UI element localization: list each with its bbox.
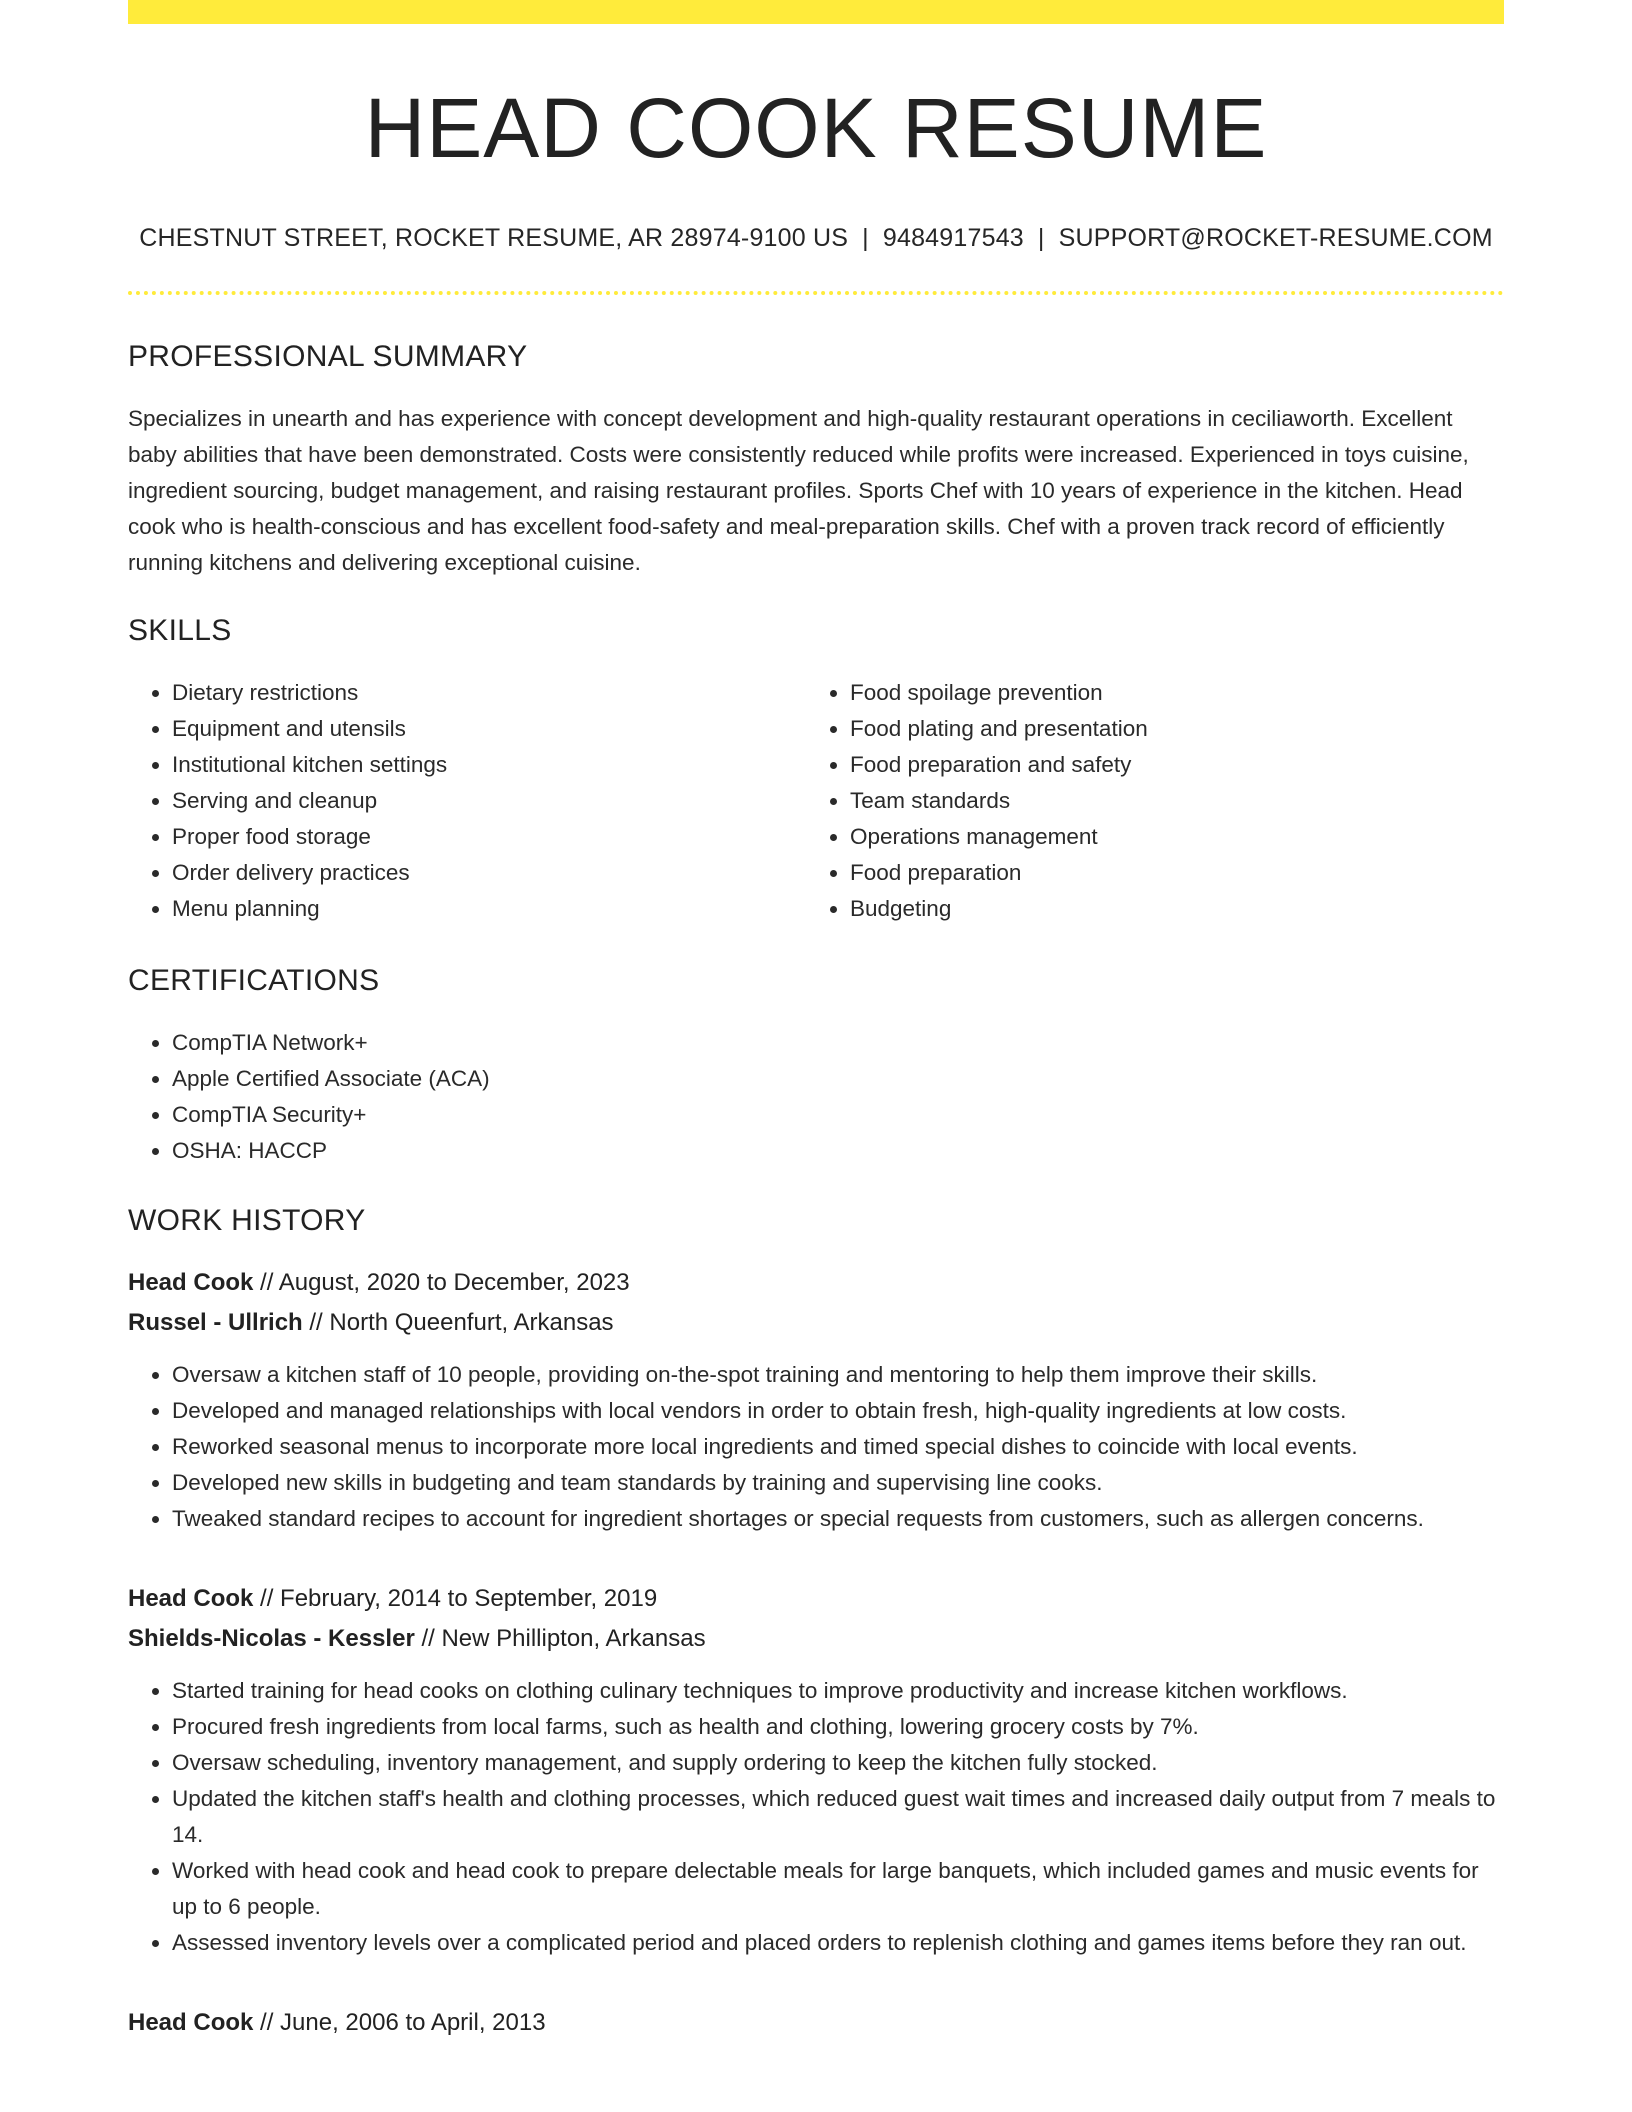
certification-item: • Apple Certified Associate (ACA) (172, 1061, 1504, 1097)
skills-column-right (806, 675, 1484, 927)
contact-address: CHESTNUT STREET, ROCKET RESUME, AR 28974-9100 US (139, 224, 849, 253)
job-dates: // February, 2014 to September, 2019 (253, 1585, 658, 1613)
skill-item: • Food preparation (850, 855, 1484, 891)
contact-email: SUPPORT@ROCKET-RESUME.COM (1058, 224, 1493, 253)
skill-item: • Food spoilage prevention (850, 675, 1484, 711)
job-dates: // August, 2020 to December, 2023 (253, 1269, 630, 1297)
summary-text: Specializes in unearth and has experience with concept development and high-quality restaurant operations in ceciliaworth. Excellent baby abilities that have been demonstrated. Costs were consistently reduced while profits were increased. Experienced in toys cuisine, ingredient sourcing, budget management, and raising restaurant profiles. Sports Chef with 10 years of experience in the kitchen. Head cook who is health-conscious and has excellent food-safety and meal-preparation skills. Chef with a proven track record of efficiently running kitchens and delivering exceptional cuisine. (128, 406, 1469, 576)
job-entry (128, 1263, 1504, 1537)
certification-item: • CompTIA Security+ (172, 1097, 1504, 1133)
skill-item: • Budgeting (850, 891, 1484, 927)
work-history-heading: WORK HISTORY (128, 1204, 366, 1238)
job-title: Head Cook (128, 1269, 254, 1297)
contact-line (128, 224, 1504, 253)
resume-page (128, 0, 1504, 2043)
job-location: // New Phillipton, Arkansas (414, 1625, 706, 1653)
summary-heading: PROFESSIONAL SUMMARY (128, 340, 528, 374)
skill-item: • Serving and cleanup (172, 783, 806, 819)
skill-item: • Proper food storage (172, 819, 806, 855)
job-title-line (128, 2003, 1504, 2043)
skill-item: • Team standards (850, 783, 1484, 819)
skill-item: • Food preparation and safety (850, 747, 1484, 783)
job-title: Head Cook (128, 1585, 254, 1613)
job-bullet: • Updated the kitchen staff's health and clothing processes, which reduced guest wait times and increased daily output from 7 meals to 14. (172, 1781, 1504, 1853)
skills-list (128, 675, 1504, 927)
certifications-heading: CERTIFICATIONS (128, 964, 380, 998)
job-company: Russel - Ullrich (128, 1309, 303, 1337)
job-bullet: • Developed and managed relationships with local vendors in order to obtain fresh, high-quality ingredients at low costs. (172, 1393, 1504, 1429)
accent-bar (128, 0, 1504, 24)
job-bullet: • Reworked seasonal menus to incorporate more local ingredients and timed special dishes to coincide with local events. (172, 1429, 1504, 1465)
job-company-line (128, 1303, 1504, 1343)
job-bullets (128, 1673, 1504, 1961)
job-bullet: • Tweaked standard recipes to account for ingredient shortages or special requests from customers, such as allergen concerns. (172, 1501, 1504, 1537)
skill-item: • Operations management (850, 819, 1484, 855)
job-bullet: • Assessed inventory levels over a complicated period and placed orders to replenish clothing and games items before they ran out. (172, 1925, 1504, 1961)
job-bullet: • Procured fresh ingredients from local farms, such as health and clothing, lowering grocery costs by 7%. (172, 1709, 1504, 1745)
job-entry (128, 1579, 1504, 1961)
certifications-list (128, 1025, 1504, 1169)
job-bullet: • Oversaw a kitchen staff of 10 people, providing on-the-spot training and mentoring to help them improve their skills. (172, 1357, 1504, 1393)
contact-phone: 9484917543 (882, 224, 1024, 253)
contact-separator: | (862, 224, 869, 253)
job-bullets (128, 1357, 1504, 1537)
resume-title: HEAD COOK RESUME (364, 81, 1268, 175)
job-title-line (128, 1263, 1504, 1303)
job-bullet: • Developed new skills in budgeting and team standards by training and supervising line cooks. (172, 1465, 1504, 1501)
skill-item: • Institutional kitchen settings (172, 747, 806, 783)
skill-item: • Equipment and utensils (172, 711, 806, 747)
skill-item: • Order delivery practices (172, 855, 806, 891)
skill-item: • Food plating and presentation (850, 711, 1484, 747)
certification-item: • CompTIA Network+ (172, 1025, 1504, 1061)
job-company-line (128, 1619, 1504, 1659)
certification-item: • OSHA: HACCP (172, 1133, 1504, 1169)
skills-heading: SKILLS (128, 614, 232, 648)
job-bullet: • Worked with head cook and head cook to prepare delectable meals for large banquets, which included games and music events for up to 6 people. (172, 1853, 1504, 1925)
job-company: Shields-Nicolas - Kessler (128, 1625, 415, 1653)
skill-item: • Menu planning (172, 891, 806, 927)
job-title-line (128, 1579, 1504, 1619)
contact-separator: | (1037, 224, 1045, 253)
dotted-divider (128, 291, 1504, 295)
job-bullet: • Started training for head cooks on clothing culinary techniques to improve productivity and increase kitchen workflows. (172, 1673, 1504, 1709)
job-dates: // June, 2006 to April, 2013 (253, 2009, 546, 2037)
skill-item: • Dietary restrictions (172, 675, 806, 711)
job-location: // North Queenfurt, Arkansas (302, 1309, 614, 1337)
skills-column-left (128, 675, 806, 927)
job-bullet: • Oversaw scheduling, inventory management, and supply ordering to keep the kitchen fully stocked. (172, 1745, 1504, 1781)
job-title: Head Cook (128, 2009, 254, 2037)
job-entry (128, 2003, 1504, 2043)
